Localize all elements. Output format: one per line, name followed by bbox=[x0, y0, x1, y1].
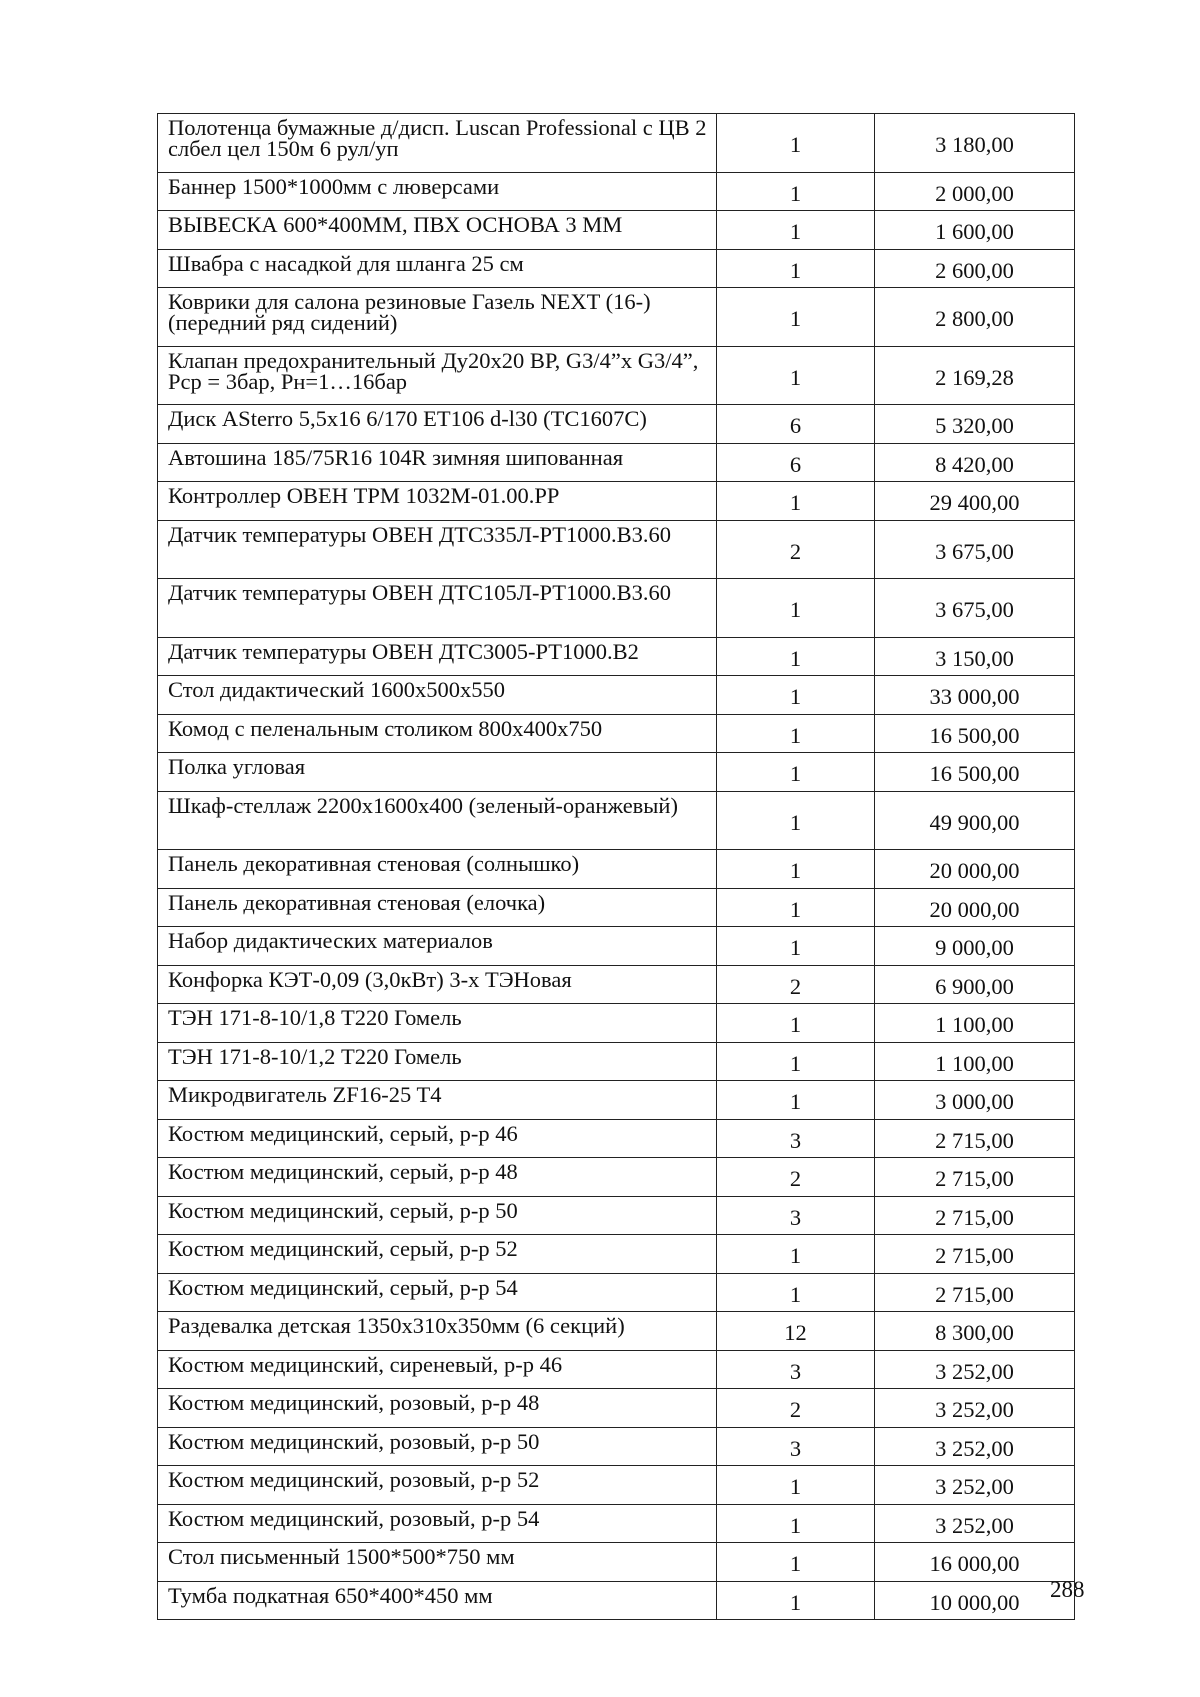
table-row bbox=[158, 1004, 1075, 1043]
item-name-cell: Автошина 185/75R16 104R зимняя шипованная bbox=[158, 443, 717, 482]
table-row bbox=[158, 1389, 1075, 1428]
table-row bbox=[158, 1427, 1075, 1466]
quantity-cell: 1 bbox=[717, 1466, 875, 1505]
quantity-cell: 6 bbox=[717, 405, 875, 444]
item-name-cell: Микродвигатель ZF16-25 T4 bbox=[158, 1081, 717, 1120]
quantity-cell: 2 bbox=[717, 965, 875, 1004]
table-row bbox=[158, 1119, 1075, 1158]
price-cell: 2 715,00 bbox=[875, 1119, 1075, 1158]
price-cell: 20 000,00 bbox=[875, 888, 1075, 927]
table-row bbox=[158, 346, 1075, 405]
quantity-cell: 2 bbox=[717, 520, 875, 579]
quantity-cell: 1 bbox=[717, 637, 875, 676]
table-row bbox=[158, 965, 1075, 1004]
price-cell: 33 000,00 bbox=[875, 676, 1075, 715]
quantity-cell: 2 bbox=[717, 1158, 875, 1197]
quantity-cell: 1 bbox=[717, 288, 875, 347]
quantity-cell: 3 bbox=[717, 1350, 875, 1389]
item-name-cell: Диск ASterro 5,5х16 6/170 ET106 d-l30 (TC1607C) bbox=[158, 405, 717, 444]
quantity-cell: 2 bbox=[717, 1389, 875, 1428]
price-cell: 29 400,00 bbox=[875, 482, 1075, 521]
item-name-cell: Коврики для салона резиновые Газель NEXT (16-) (передний ряд сидений) bbox=[158, 288, 717, 347]
price-cell: 2 800,00 bbox=[875, 288, 1075, 347]
table-row bbox=[158, 288, 1075, 347]
quantity-cell: 1 bbox=[717, 927, 875, 966]
quantity-cell: 1 bbox=[717, 1581, 875, 1620]
quantity-cell: 12 bbox=[717, 1312, 875, 1351]
quantity-cell: 1 bbox=[717, 1042, 875, 1081]
price-cell: 1 600,00 bbox=[875, 211, 1075, 250]
quantity-cell: 6 bbox=[717, 443, 875, 482]
quantity-cell: 1 bbox=[717, 850, 875, 889]
items-table-body bbox=[158, 114, 1075, 1620]
price-cell: 9 000,00 bbox=[875, 927, 1075, 966]
price-cell: 2 000,00 bbox=[875, 172, 1075, 211]
table-row bbox=[158, 211, 1075, 250]
price-cell: 3 252,00 bbox=[875, 1427, 1075, 1466]
quantity-cell: 1 bbox=[717, 888, 875, 927]
table-row bbox=[158, 1196, 1075, 1235]
item-name-cell: Набор дидактических материалов bbox=[158, 927, 717, 966]
price-cell: 3 180,00 bbox=[875, 114, 1075, 173]
quantity-cell: 1 bbox=[717, 1543, 875, 1582]
quantity-cell: 1 bbox=[717, 1004, 875, 1043]
item-name-cell: Костюм медицинский, сиреневый, р-р 46 bbox=[158, 1350, 717, 1389]
item-name-cell: Клапан предохранительный Ду20х20 ВР, G3/4”х G3/4”, Рср = 3бар, Рн=1…16бар bbox=[158, 346, 717, 405]
quantity-cell: 1 bbox=[717, 676, 875, 715]
table-row bbox=[158, 1273, 1075, 1312]
item-name-cell: Комод с пеленальным столиком 800х400х750 bbox=[158, 714, 717, 753]
item-name-cell: Костюм медицинский, серый, р-р 46 bbox=[158, 1119, 717, 1158]
quantity-cell: 1 bbox=[717, 1235, 875, 1274]
item-name-cell: Костюм медицинский, серый, р-р 52 bbox=[158, 1235, 717, 1274]
item-name-cell: Датчик температуры ОВЕН ДТС105Л-РТ1000.В3.60 bbox=[158, 579, 717, 638]
item-name-cell: Костюм медицинский, розовый, р-р 54 bbox=[158, 1504, 717, 1543]
price-cell: 3 252,00 bbox=[875, 1389, 1075, 1428]
table-row bbox=[158, 1081, 1075, 1120]
item-name-cell: Полотенца бумажные д/дисп. Luscan Professional с ЦВ 2 слбел цел 150м 6 рул/уп bbox=[158, 114, 717, 173]
table-row bbox=[158, 888, 1075, 927]
quantity-cell: 1 bbox=[717, 482, 875, 521]
table-row bbox=[158, 714, 1075, 753]
item-name-cell: Стол письменный 1500*500*750 мм bbox=[158, 1543, 717, 1582]
item-name-cell: Панель декоративная стеновая (елочка) bbox=[158, 888, 717, 927]
price-cell: 2 715,00 bbox=[875, 1196, 1075, 1235]
quantity-cell: 1 bbox=[717, 579, 875, 638]
table-row bbox=[158, 927, 1075, 966]
item-name-cell: Стол дидактический 1600х500х550 bbox=[158, 676, 717, 715]
table-row bbox=[158, 249, 1075, 288]
item-name-cell: Датчик температуры ОВЕН ДТС3005-РТ1000.В2 bbox=[158, 637, 717, 676]
item-name-cell: Тумба подкатная 650*400*450 мм bbox=[158, 1581, 717, 1620]
item-name-cell: Датчик температуры ОВЕН ДТС335Л-РТ1000.В3.60 bbox=[158, 520, 717, 579]
quantity-cell: 3 bbox=[717, 1196, 875, 1235]
item-name-cell: Костюм медицинский, серый, р-р 54 bbox=[158, 1273, 717, 1312]
price-cell: 8 300,00 bbox=[875, 1312, 1075, 1351]
price-cell: 3 252,00 bbox=[875, 1504, 1075, 1543]
quantity-cell: 1 bbox=[717, 1273, 875, 1312]
item-name-cell: Конфорка КЭТ-0,09 (3,0кВт) 3-х ТЭНовая bbox=[158, 965, 717, 1004]
price-cell: 2 715,00 bbox=[875, 1158, 1075, 1197]
price-cell: 16 500,00 bbox=[875, 714, 1075, 753]
price-cell: 2 715,00 bbox=[875, 1273, 1075, 1312]
table-row bbox=[158, 1312, 1075, 1351]
price-cell: 3 252,00 bbox=[875, 1466, 1075, 1505]
quantity-cell: 1 bbox=[717, 1081, 875, 1120]
table-row bbox=[158, 520, 1075, 579]
price-cell: 6 900,00 bbox=[875, 965, 1075, 1004]
quantity-cell: 3 bbox=[717, 1119, 875, 1158]
table-row bbox=[158, 482, 1075, 521]
quantity-cell: 1 bbox=[717, 249, 875, 288]
price-cell: 3 000,00 bbox=[875, 1081, 1075, 1120]
item-name-cell: Полка угловая bbox=[158, 753, 717, 792]
table-row bbox=[158, 172, 1075, 211]
price-cell: 1 100,00 bbox=[875, 1004, 1075, 1043]
table-row bbox=[158, 1504, 1075, 1543]
quantity-cell: 1 bbox=[717, 714, 875, 753]
price-cell: 16 000,00 bbox=[875, 1543, 1075, 1582]
page-number: 288 bbox=[1050, 1577, 1085, 1602]
item-name-cell: ВЫВЕСКА 600*400ММ, ПВХ ОСНОВА 3 ММ bbox=[158, 211, 717, 250]
price-cell: 10 000,00 bbox=[875, 1581, 1075, 1620]
table-row bbox=[158, 1158, 1075, 1197]
price-cell: 2 600,00 bbox=[875, 249, 1075, 288]
quantity-cell: 1 bbox=[717, 1504, 875, 1543]
table-row bbox=[158, 1350, 1075, 1389]
table-row bbox=[158, 791, 1075, 850]
price-cell: 2 715,00 bbox=[875, 1235, 1075, 1274]
item-name-cell: Костюм медицинский, розовый, р-р 50 bbox=[158, 1427, 717, 1466]
table-row bbox=[158, 1543, 1075, 1582]
item-name-cell: Раздевалка детская 1350х310х350мм (6 секций) bbox=[158, 1312, 717, 1351]
quantity-cell: 1 bbox=[717, 211, 875, 250]
item-name-cell: Панель декоративная стеновая (солнышко) bbox=[158, 850, 717, 889]
item-name-cell: Баннер 1500*1000мм с люверсами bbox=[158, 172, 717, 211]
table-row bbox=[158, 114, 1075, 173]
table-row bbox=[158, 850, 1075, 889]
price-cell: 5 320,00 bbox=[875, 405, 1075, 444]
price-cell: 3 675,00 bbox=[875, 520, 1075, 579]
item-name-cell: ТЭН 171-8-10/1,2 Т220 Гомель bbox=[158, 1042, 717, 1081]
quantity-cell: 1 bbox=[717, 753, 875, 792]
item-name-cell: Шкаф-стеллаж 2200х1600х400 (зеленый-оранжевый) bbox=[158, 791, 717, 850]
price-cell: 8 420,00 bbox=[875, 443, 1075, 482]
price-cell: 16 500,00 bbox=[875, 753, 1075, 792]
table-row bbox=[158, 676, 1075, 715]
table-row bbox=[158, 1235, 1075, 1274]
item-name-cell: Костюм медицинский, серый, р-р 48 bbox=[158, 1158, 717, 1197]
item-name-cell: Костюм медицинский, серый, р-р 50 bbox=[158, 1196, 717, 1235]
items-table bbox=[157, 113, 1075, 1620]
price-cell: 1 100,00 bbox=[875, 1042, 1075, 1081]
quantity-cell: 3 bbox=[717, 1427, 875, 1466]
item-name-cell: ТЭН 171-8-10/1,8 Т220 Гомель bbox=[158, 1004, 717, 1043]
price-cell: 2 169,28 bbox=[875, 346, 1075, 405]
price-cell: 3 252,00 bbox=[875, 1350, 1075, 1389]
table-row bbox=[158, 405, 1075, 444]
table-row bbox=[158, 637, 1075, 676]
table-row bbox=[158, 753, 1075, 792]
table-row bbox=[158, 443, 1075, 482]
table-row bbox=[158, 1466, 1075, 1505]
quantity-cell: 1 bbox=[717, 346, 875, 405]
item-name-cell: Костюм медицинский, розовый, р-р 52 bbox=[158, 1466, 717, 1505]
quantity-cell: 1 bbox=[717, 791, 875, 850]
quantity-cell: 1 bbox=[717, 172, 875, 211]
item-name-cell: Швабра с насадкой для шланга 25 см bbox=[158, 249, 717, 288]
item-name-cell: Контроллер ОВЕН ТРМ 1032М-01.00.РР bbox=[158, 482, 717, 521]
quantity-cell: 1 bbox=[717, 114, 875, 173]
table-row bbox=[158, 1581, 1075, 1620]
item-name-cell: Костюм медицинский, розовый, р-р 48 bbox=[158, 1389, 717, 1428]
price-cell: 3 675,00 bbox=[875, 579, 1075, 638]
price-cell: 20 000,00 bbox=[875, 850, 1075, 889]
price-cell: 3 150,00 bbox=[875, 637, 1075, 676]
table-row bbox=[158, 1042, 1075, 1081]
price-cell: 49 900,00 bbox=[875, 791, 1075, 850]
table-row bbox=[158, 579, 1075, 638]
